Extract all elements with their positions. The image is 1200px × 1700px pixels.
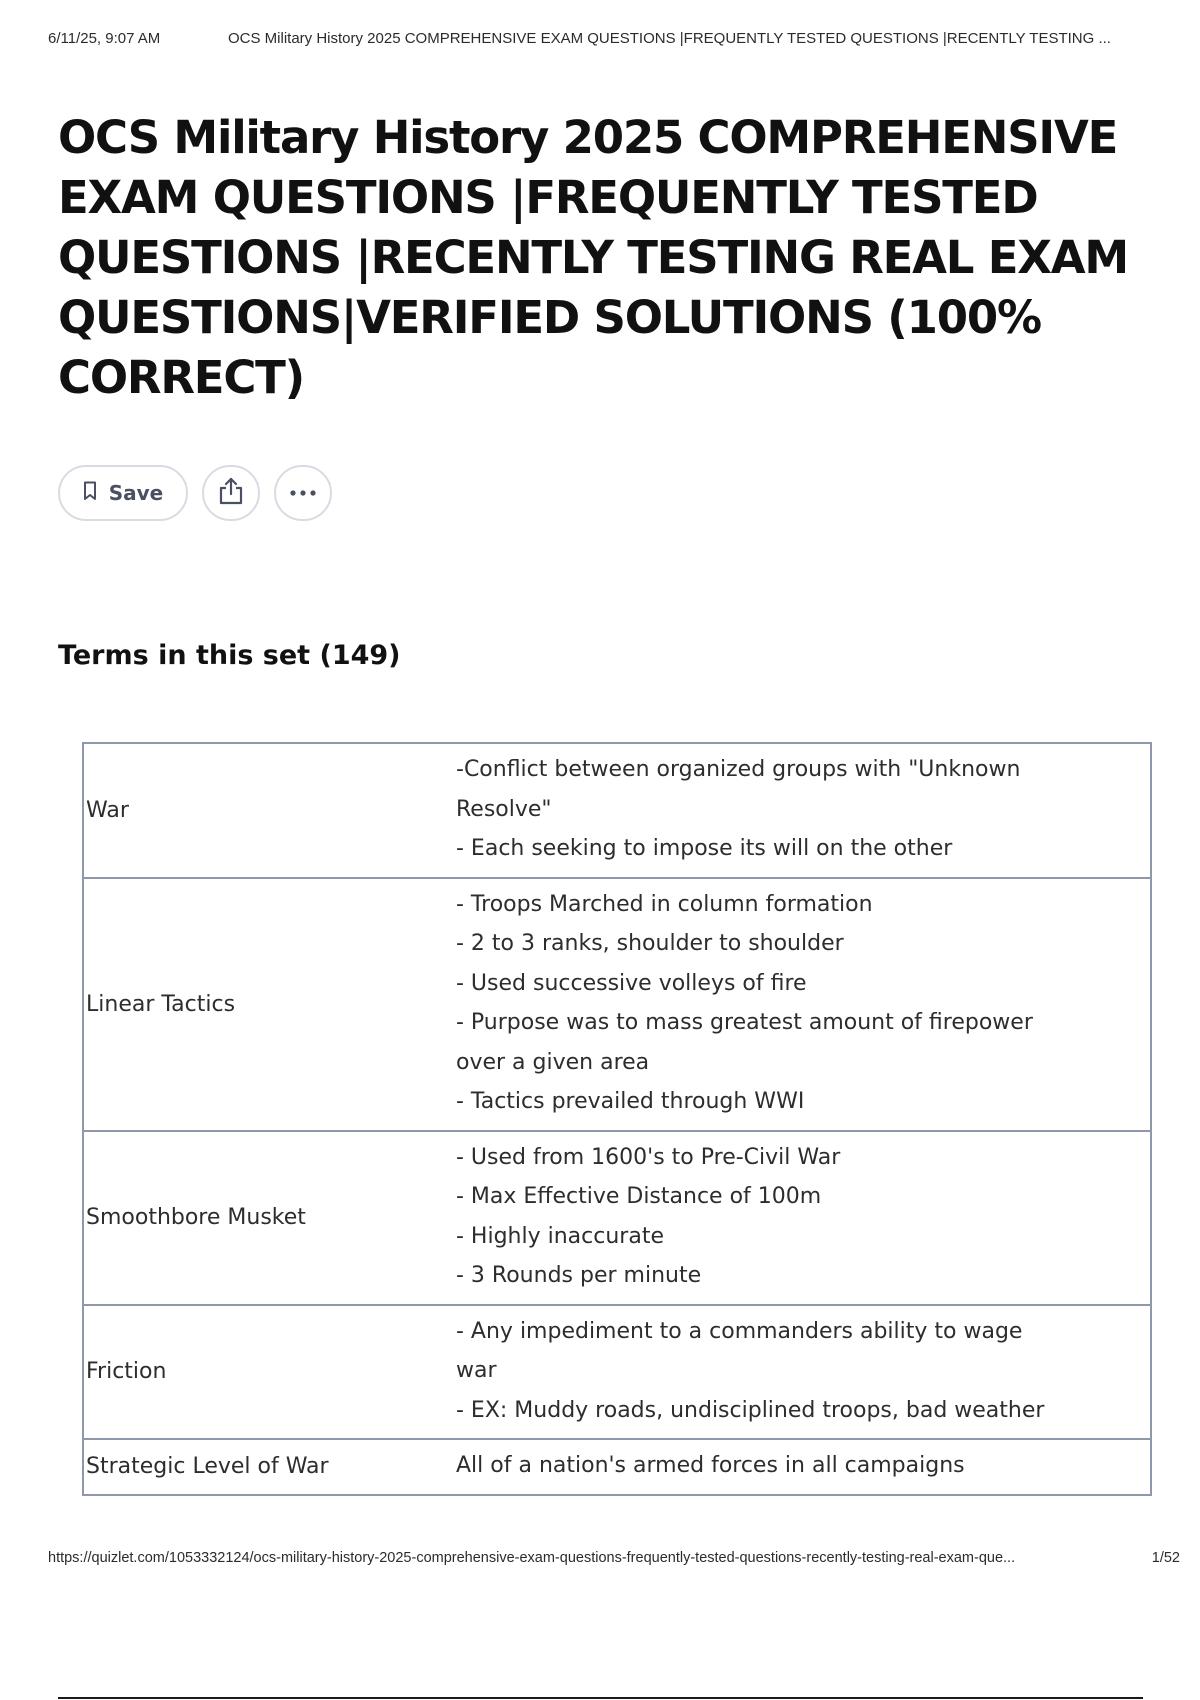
- definition-line: - 2 to 3 ranks, shoulder to shoulder: [456, 931, 844, 956]
- definition-line: - Troops Marched in column formation: [456, 891, 873, 917]
- divider: [58, 1697, 1143, 1699]
- print-footer: [48, 1550, 1180, 1570]
- print-header: [48, 30, 1180, 50]
- definition-line: - EX: Muddy roads, undisciplined troops, bad weather: [456, 1397, 1045, 1423]
- page-title: OCS Military History 2025 COMPREHENSIVE EXAM QUESTIONS |FREQUENTLY TESTED QUESTIONS |RECENTLY TESTING REAL EXAM QUESTIONS|VERIFIED SOLUTIONS (100% CORRECT): [58, 111, 1128, 404]
- more-options-button[interactable]: [274, 465, 332, 521]
- definition-cell: [406, 1131, 1151, 1305]
- definition-cell: [406, 1439, 1151, 1495]
- terms-table-body: [83, 743, 1151, 1495]
- share-button[interactable]: [202, 465, 260, 521]
- term-cell: Friction: [83, 1305, 406, 1440]
- definition-line: - Purpose was to mass greatest amount of firepower: [456, 1010, 1033, 1035]
- definition-line: - 3 Rounds per minute: [456, 1263, 702, 1288]
- definition-cell: [406, 878, 1151, 1131]
- save-button[interactable]: [58, 465, 188, 521]
- more-horizontal-icon: [289, 484, 317, 502]
- table-row: [83, 1305, 1151, 1440]
- definition-cell: [406, 743, 1151, 878]
- definition-line: - Highly inaccurate: [456, 1223, 664, 1249]
- bookmark-icon: [83, 481, 97, 506]
- share-icon: [218, 477, 244, 510]
- definition-line: - Tactics prevailed through WWI: [456, 1089, 805, 1114]
- table-row: [83, 1439, 1151, 1495]
- table-row: [83, 1131, 1151, 1305]
- terms-heading: Terms in this set (149): [58, 640, 401, 671]
- print-header-title: OCS Military History 2025 COMPREHENSIVE EXAM QUESTIONS |FREQUENTLY TESTED QUESTIONS |RECENTLY TESTING ...: [228, 30, 1111, 47]
- term-cell: Smoothbore Musket: [83, 1131, 406, 1305]
- definition-line: All of a nation's armed forces in all campaigns: [456, 1453, 965, 1478]
- definition-line: - Used successive volleys of fire: [456, 970, 807, 996]
- definition-line: - Max Effective Distance of 100m: [456, 1184, 822, 1209]
- page-number: 1/52: [1151, 1550, 1180, 1566]
- definition-line: war: [456, 1358, 497, 1383]
- terms-table: [82, 742, 1152, 1496]
- definition-line: - Used from 1600's to Pre-Civil War: [456, 1144, 841, 1170]
- term-cell: Strategic Level of War: [83, 1439, 406, 1495]
- definition-line: Resolve": [456, 796, 552, 822]
- table-row: [83, 743, 1151, 878]
- action-bar: [58, 464, 332, 522]
- definition-line: -Conflict between organized groups with "Unknown: [456, 757, 1021, 782]
- definition-line: - Any impediment to a commanders ability to wage: [456, 1318, 1023, 1344]
- term-cell: Linear Tactics: [83, 878, 406, 1131]
- print-datetime: 6/11/25, 9:07 AM: [48, 30, 161, 47]
- save-button-label: Save: [108, 481, 164, 505]
- definition-line: over a given area: [456, 1049, 650, 1075]
- definition-cell: [406, 1305, 1151, 1440]
- definition-line: - Each seeking to impose its will on the other: [456, 836, 953, 861]
- term-cell: War: [83, 743, 406, 878]
- print-footer-url: https://quizlet.com/1053332124/ocs-military-history-2025-comprehensive-exam-questions-frequently-tested-questions-recently-testing-real-exam-que...: [48, 1550, 1016, 1566]
- table-row: [83, 878, 1151, 1131]
